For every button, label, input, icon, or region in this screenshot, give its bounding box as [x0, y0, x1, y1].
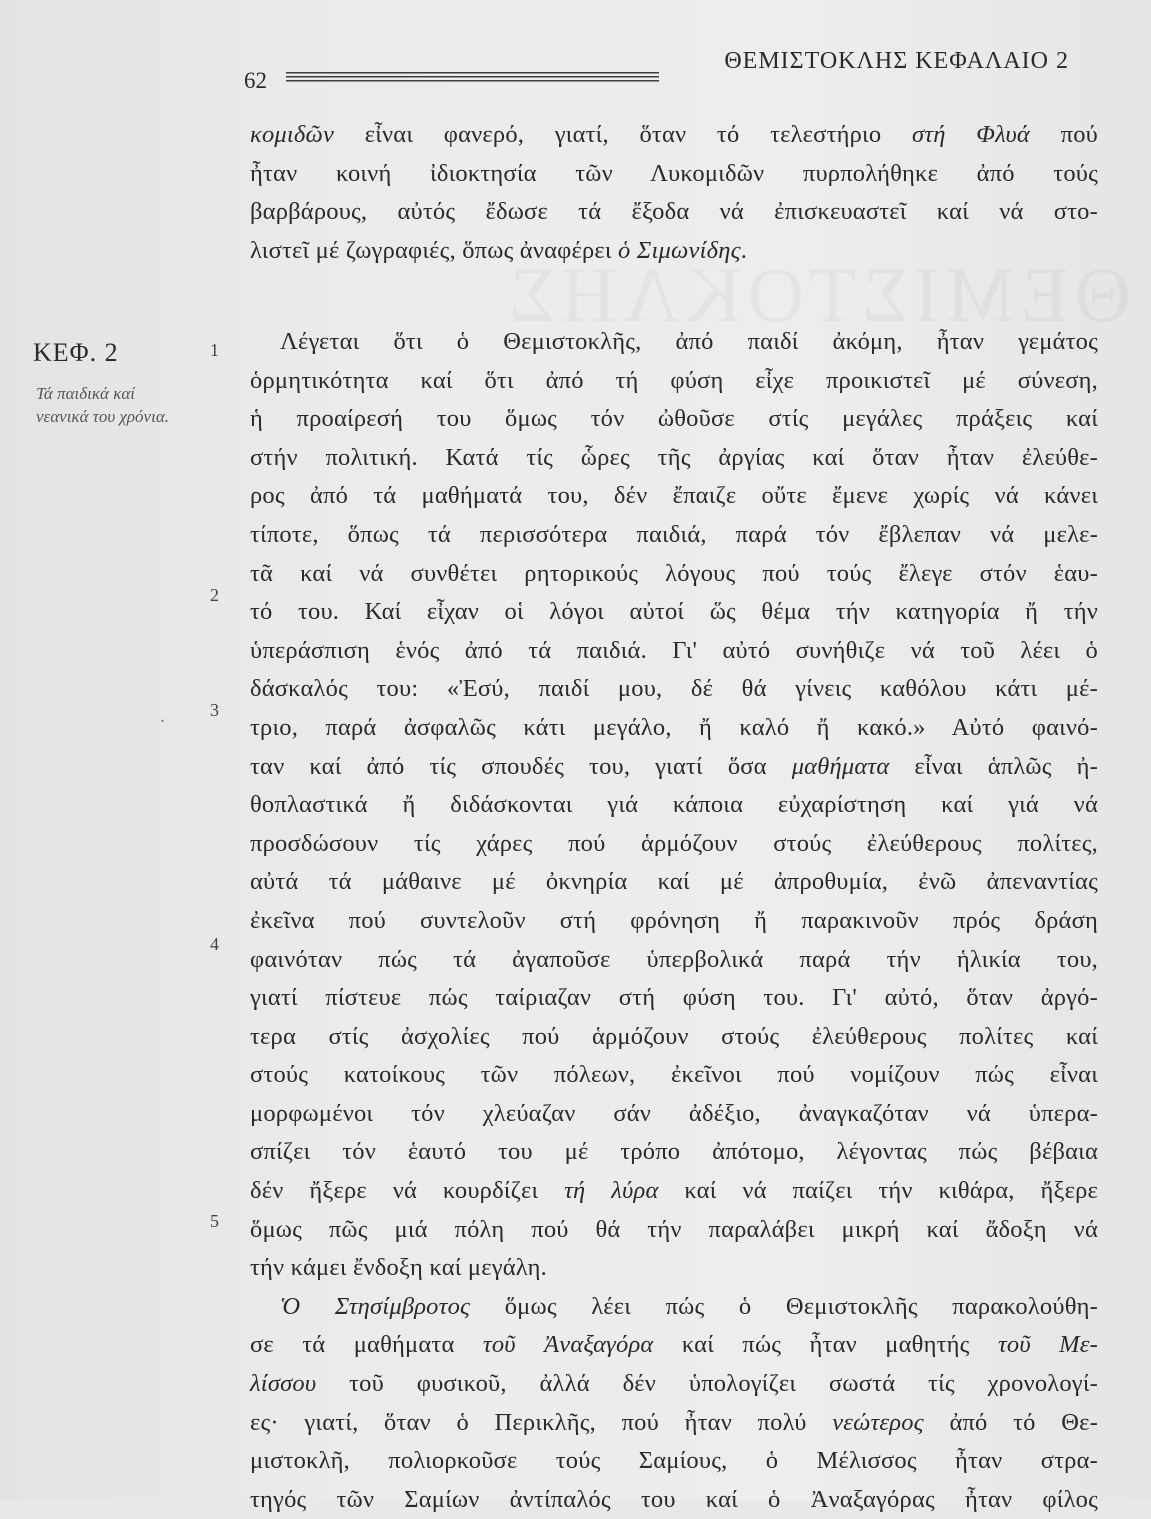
text-line — [250, 362, 1098, 401]
text-line — [250, 400, 1098, 439]
margin-dot: . — [160, 705, 165, 727]
text-segment: δάσκαλός του: «Ἐσύ, παιδί μου, δέ θά γίνεις καθόλου κάτι μέ- — [250, 675, 1098, 703]
text-segment: ὅμως λέει πώς ὁ Θεμιστοκλῆς παρακολούθη- — [470, 1292, 1098, 1320]
text-line — [250, 155, 1098, 194]
section-number: 1 — [210, 340, 219, 360]
italic-text: μαθήματα — [791, 752, 890, 780]
text-segment: τό του. Καί εἶχαν οἱ λόγοι αὐτοί ὥς θέμα τήν κατηγορία ἤ τήν — [250, 598, 1098, 626]
text-line — [250, 979, 1098, 1018]
text-segment: ρος ἀπό τά μαθήματά του, δέν ἔπαιζε οὔτε ἔμενε χωρίς νά κάνει — [250, 482, 1098, 510]
text-line — [250, 748, 1098, 787]
running-title: ΘΕΜΙΣΤΟΚΛΗΣ ΚΕΦΑΛΑΙΟ 2 — [724, 48, 1069, 74]
text-line — [250, 902, 1098, 941]
text-line — [250, 632, 1098, 671]
text-segment: μιστοκλῆ, πολιορκοῦσε τούς Σαμίους, ὁ Μέλισσος ἦταν στρα- — [250, 1447, 1098, 1475]
italic-text: τοῦ Με- — [997, 1331, 1098, 1359]
text-segment: ἀπό τό Θε- — [923, 1408, 1098, 1436]
section-number: 3 — [210, 700, 219, 720]
text-line — [250, 323, 1098, 362]
text-line — [250, 825, 1098, 864]
italic-text: κομιδῶν — [250, 121, 335, 148]
text-line — [250, 477, 1098, 516]
text-segment: τήν κάμει ἔνδοξη καί μεγάλη. — [250, 1254, 547, 1282]
text-line — [250, 941, 1098, 980]
text-segment: τοῦ φυσικοῦ, ἀλλά δέν ὑπολογίζει σωστά τίς χρονολογί- — [316, 1370, 1098, 1398]
italic-text: λίσσου — [250, 1370, 317, 1398]
text-line — [250, 1326, 1098, 1365]
text-segment: πού — [1029, 121, 1098, 148]
text-segment: τᾶ καί νά συνθέτει ρητορικούς λόγους πού τούς ἔλεγε στόν ἑαυ- — [250, 559, 1098, 587]
text-segment: ὑπεράσπιση ἑνός ἀπό τά παιδιά. Γι' αὐτό συνήθιζε νά τοῦ λέει ὁ — [250, 636, 1098, 664]
text-segment: μορφωμένοι τόν χλεύαζαν σάν ἀδέξιο, ἀναγκαζόταν νά ὑπερα- — [250, 1099, 1098, 1127]
text-segment: ες· γιατί, ὅταν ὁ Περικλῆς, πού ἦταν πολύ — [250, 1408, 833, 1436]
text-line — [250, 193, 1098, 232]
text-segment: βαρβάρους, αὐτός ἔδωσε τά ἔξοδα νά ἐπισκευαστεῖ καί νά στο- — [250, 198, 1098, 226]
text-line — [250, 1018, 1098, 1057]
text-segment: ὅμως πῶς μιά πόλη πού θά τήν παραλάβει μικρή καί ἄδοξη νά — [250, 1215, 1098, 1243]
italic-text: Ὁ Στησίμβροτος — [280, 1292, 471, 1320]
text-segment: φαινόταν πώς τά ἀγαποῦσε ὑπερβολικά παρά τήν ἡλικία του, — [250, 945, 1098, 973]
text-segment: τριο, παρά ἀσφαλῶς κάτι μεγάλο, ἤ καλό ἤ κακό.» Αὐτό φαινό- — [250, 713, 1098, 741]
text-line — [250, 1249, 1098, 1288]
paragraph-1 — [250, 116, 1098, 270]
text-line — [250, 1365, 1098, 1404]
text-line — [250, 555, 1098, 594]
text-line — [250, 439, 1098, 478]
section-number: 2 — [210, 585, 219, 605]
text-segment: εἶναι φανερό, γιατί, ὅταν τό τελεστήριο — [334, 121, 912, 148]
section-number: 5 — [210, 1211, 219, 1231]
italic-text: τοῦ Ἀναξαγόρα — [482, 1331, 654, 1359]
section-number: 4 — [210, 934, 219, 954]
text-segment: σπίζει τόν ἑαυτό του μέ τρόπο ἀπότομο, λέγοντας πώς βέβαια — [250, 1138, 1098, 1166]
text-segment: δέν ἤξερε νά κουρδίζει — [250, 1177, 565, 1205]
text-segment: Λέγεται ὅτι ὁ Θεμιστοκλῆς, ἀπό παιδί ἀκόμη, ἦταν γεμάτος — [280, 328, 1098, 355]
text-line — [250, 1404, 1098, 1443]
text-segment: αὐτά τά μάθαινε μέ ὀκνηρία καί μέ ἀπροθυμία, ἐνῶ ἀπεναντίας — [250, 868, 1098, 896]
text-segment: . — [740, 236, 748, 264]
text-line — [250, 863, 1098, 902]
italic-text: τή λύρα — [564, 1177, 659, 1205]
text-segment: καί νά παίζει τήν κιθάρα, ἤξερε — [658, 1177, 1098, 1205]
text-segment: στήν πολιτική. Κατά τίς ὧρες τῆς ἀργίας καί ὅταν ἦταν ἐλεύθε- — [250, 443, 1098, 471]
text-segment: προσδώσουν τίς χάρες πού ἁρμόζουν στούς ἐλεύθερους πολίτες, — [250, 829, 1098, 857]
text-segment: ἐκεῖνα πού συντελοῦν στή φρόνηση ἤ παρακινοῦν πρός δράση — [250, 906, 1098, 934]
header-rule — [286, 72, 659, 86]
text-segment: τερα στίς ἀσχολίες πού ἁρμόζουν στούς ἐλεύθερους πολίτες καί — [250, 1022, 1098, 1050]
text-line — [250, 1288, 1098, 1327]
text-line — [250, 1056, 1098, 1095]
text-segment: γιατί πίστευε πώς ταίριαζαν στή φύση του. Γι' αὐτό, ὅταν ἀργό- — [250, 984, 1098, 1012]
page-number: 62 — [244, 68, 267, 93]
margin-chapter-heading: ΚΕΦ. 2 — [33, 338, 119, 367]
text-line — [250, 709, 1098, 748]
text-segment: ἦταν κοινή ἰδιοκτησία τῶν Λυκομιδῶν πυρπολήθηκε ἀπό τούς — [250, 159, 1098, 187]
text-segment: τηγός τῶν Σαμίων ἀντίπαλός του καί ὁ Ἀναξαγόρας ἦταν φίλος — [250, 1485, 1098, 1513]
text-segment: ὁρμητικότητα καί ὅτι ἀπό τή φύση εἶχε προικιστεῖ μέ σύνεση, — [250, 366, 1098, 394]
text-line — [250, 116, 1098, 155]
text-line — [250, 670, 1098, 709]
text-segment: εἶναι ἁπλῶς ἠ- — [889, 752, 1098, 780]
page-header — [244, 48, 1069, 93]
italic-text: στή Φλυά — [911, 121, 1030, 148]
text-segment: σε τά μαθήματα — [250, 1331, 483, 1359]
text-segment: ἡ προαίρεσή του ὅμως τόν ὠθοῦσε στίς μεγάλες πράξεις καί — [250, 405, 1098, 433]
text-segment: θοπλαστικά ἤ διδάσκονται γιά κάποια εὐχαρίστηση καί γιά νά — [250, 791, 1098, 819]
text-line — [250, 1442, 1098, 1481]
text-segment: ταν καί ἀπό τίς σπουδές του, γιατί ὅσα — [250, 752, 792, 780]
text-segment: λιστεῖ μέ ζωγραφιές, ὅπως ἀναφέρει — [250, 236, 619, 264]
text-segment: στούς κατοίκους τῶν πόλεων, ἐκεῖνοι πού νομίζουν πώς εἶναι — [250, 1061, 1098, 1089]
text-line — [250, 1095, 1098, 1134]
text-line — [250, 232, 1098, 271]
text-line — [250, 1211, 1098, 1250]
italic-text: νεώτερος — [832, 1408, 924, 1436]
text-line — [250, 1133, 1098, 1172]
margin-chapter-subtitle: Τά παιδικά καί νεανικά του χρόνια. — [36, 384, 169, 426]
italic-text: ὁ Σιμωνίδης — [618, 236, 741, 264]
paragraph-2 — [250, 323, 1098, 1519]
text-line — [250, 1172, 1098, 1211]
text-segment: καί πώς ἦταν μαθητής — [653, 1331, 998, 1359]
text-line — [250, 593, 1098, 632]
text-line — [250, 786, 1098, 825]
text-line — [250, 516, 1098, 555]
text-segment: τίποτε, ὅπως τά περισσότερα παιδιά, παρά τόν ἔβλεπαν νά μελε- — [250, 520, 1098, 548]
